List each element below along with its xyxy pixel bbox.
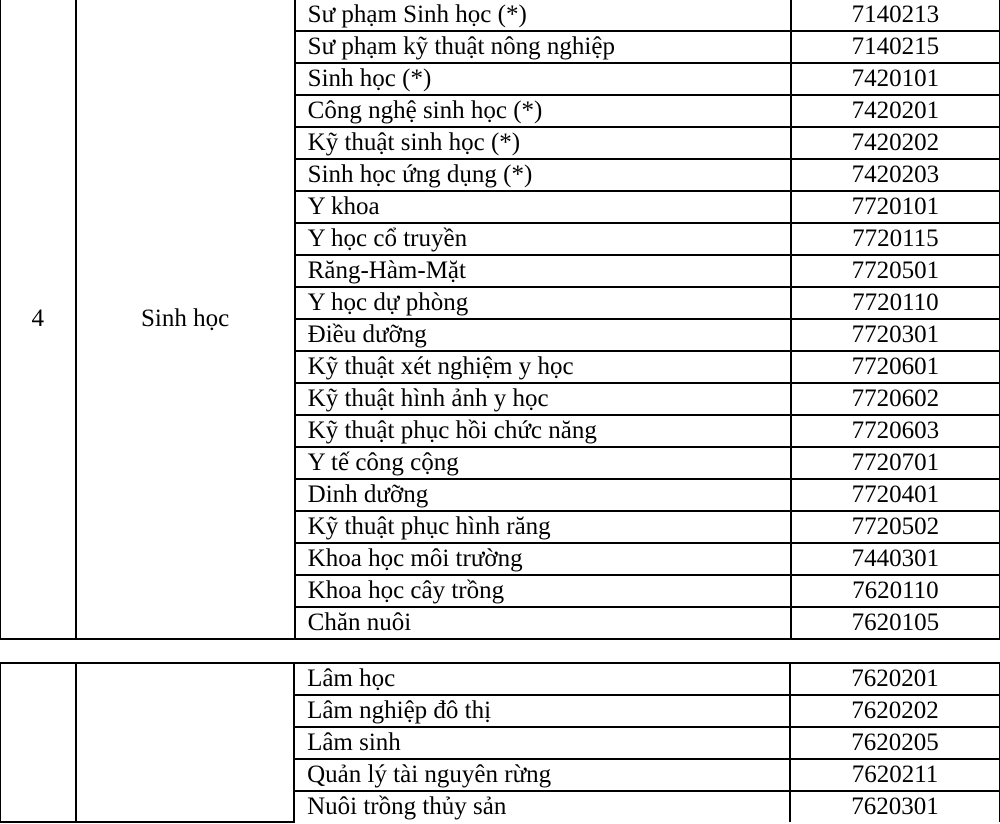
major-code-cell: 7620105: [791, 607, 1000, 639]
major-code-cell: 7720502: [791, 511, 1000, 543]
group-number-cell-continued: [1, 663, 76, 822]
major-name-cell: Y khoa: [295, 191, 791, 223]
major-name-cell: Y học cổ truyền: [295, 223, 791, 255]
major-code-cell: 7620201: [790, 663, 999, 695]
major-code-cell: 7420201: [791, 95, 1000, 127]
major-name-cell: Sư phạm Sinh học (*): [295, 0, 791, 31]
major-code-cell: 7720602: [791, 383, 1000, 415]
major-code-cell: 7620202: [790, 695, 999, 727]
major-name-cell: Nuôi trồng thủy sản: [294, 791, 790, 822]
major-code-cell: 7720301: [791, 319, 1000, 351]
major-code-cell: 7720110: [791, 287, 1000, 319]
major-name-cell: Chăn nuôi: [295, 607, 791, 639]
major-name-cell: Khoa học cây trồng: [295, 575, 791, 607]
major-name-cell: Y tế công cộng: [295, 447, 791, 479]
major-code-cell: 7140213: [791, 0, 1000, 31]
major-name-cell: Răng-Hàm-Mặt: [295, 255, 791, 287]
major-code-cell: 7440301: [791, 543, 1000, 575]
table-row: [1, 0, 1000, 31]
major-code-cell: 7420202: [791, 127, 1000, 159]
major-code-cell: 7620301: [790, 791, 999, 822]
major-name-cell: Kỹ thuật xét nghiệm y học: [295, 351, 791, 383]
major-code-cell: 7720401: [791, 479, 1000, 511]
major-code-cell: 7620205: [790, 727, 999, 759]
major-name-cell: Dinh dưỡng: [295, 479, 791, 511]
major-code-cell: 7420203: [791, 159, 1000, 191]
group-subject-cell: Sinh học: [76, 0, 295, 639]
major-name-cell: Lâm học: [294, 663, 790, 695]
group-subject-cell-continued: [76, 663, 294, 822]
major-code-cell: 7720115: [791, 223, 1000, 255]
major-code-cell: 7720101: [791, 191, 1000, 223]
majors-table-part-2: [0, 662, 1000, 823]
major-name-cell: Kỹ thuật phục hồi chức năng: [295, 415, 791, 447]
major-name-cell: Điều dưỡng: [295, 319, 791, 351]
major-name-cell: Sinh học (*): [295, 63, 791, 95]
major-name-cell: Quản lý tài nguyên rừng: [294, 759, 790, 791]
major-code-cell: 7720603: [791, 415, 1000, 447]
major-code-cell: 7720501: [791, 255, 1000, 287]
major-code-cell: 7620211: [790, 759, 999, 791]
major-code-cell: 7620110: [791, 575, 1000, 607]
major-name-cell: Công nghệ sinh học (*): [295, 95, 791, 127]
major-name-cell: Y học dự phòng: [295, 287, 791, 319]
major-name-cell: Lâm sinh: [294, 727, 790, 759]
major-code-cell: 7720701: [791, 447, 1000, 479]
major-code-cell: 7140215: [791, 31, 1000, 63]
major-code-cell: 7420101: [791, 63, 1000, 95]
major-name-cell: Khoa học môi trường: [295, 543, 791, 575]
major-name-cell: Kỹ thuật hình ảnh y học: [295, 383, 791, 415]
major-name-cell: Kỹ thuật sinh học (*): [295, 127, 791, 159]
major-name-cell: Lâm nghiệp đô thị: [294, 695, 790, 727]
major-name-cell: Sư phạm kỹ thuật nông nghiệp: [295, 31, 791, 63]
major-code-cell: 7720601: [791, 351, 1000, 383]
table-row: [1, 663, 1000, 695]
major-name-cell: Kỹ thuật phục hình răng: [295, 511, 791, 543]
major-name-cell: Sinh học ứng dụng (*): [295, 159, 791, 191]
group-number-cell: 4: [1, 0, 76, 639]
